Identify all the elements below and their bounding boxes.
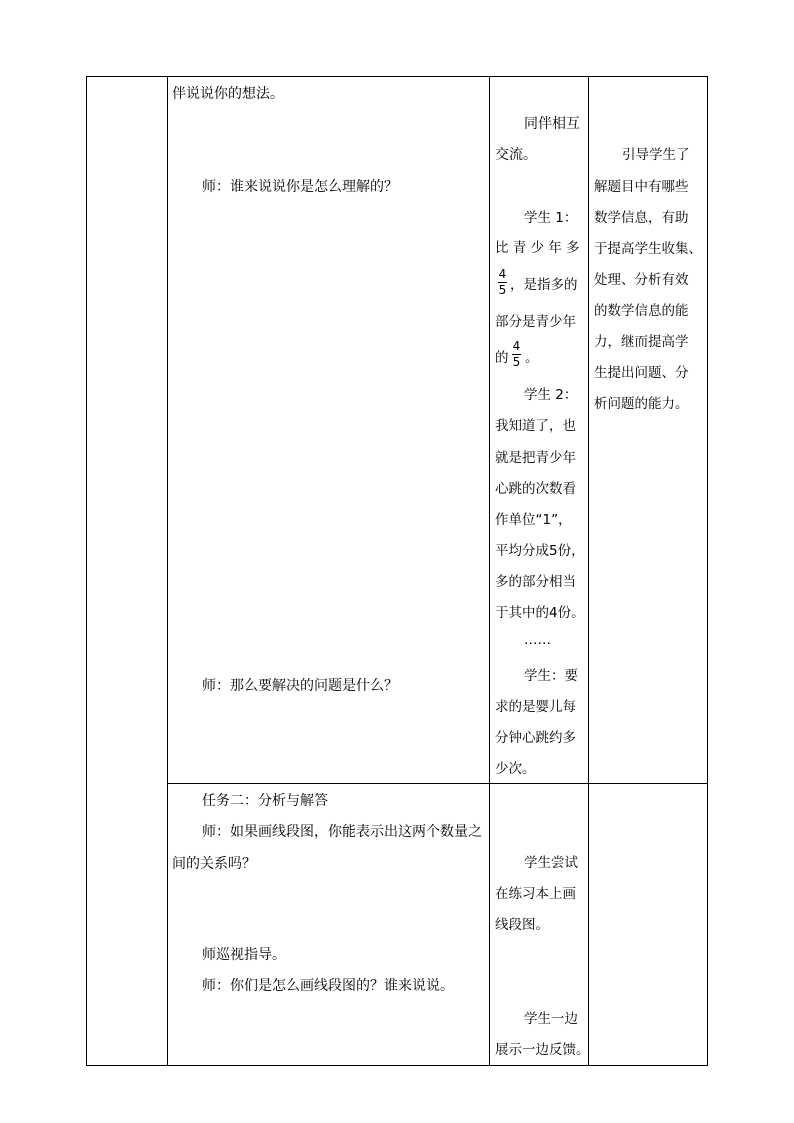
intent-line-4: 于提高学生收集、 <box>594 241 702 257</box>
teacher-patrol-guidance: 师巡视指导。 <box>202 947 286 963</box>
table-bottom-border <box>86 1065 708 1066</box>
teacher-question-how-drawn: 师：你们是怎么画线段图的？谁来说说。 <box>202 978 454 994</box>
student-draw-line-3: 线段图。 <box>495 917 549 933</box>
column-divider-2 <box>489 76 490 1066</box>
fraction-denominator: 5 <box>498 283 507 297</box>
fraction-denominator: 5 <box>512 355 521 369</box>
fraction-four-fifths <box>498 268 507 297</box>
student-show-line-1: 学生一边 <box>524 1011 578 1027</box>
column-divider-3 <box>588 76 589 1066</box>
ellipsis: …… <box>524 632 551 648</box>
intent-line-7: 力，继而提高学 <box>594 334 689 350</box>
student-answer-line-3: 分钟心跳约多 <box>495 730 576 746</box>
table-top-border <box>86 76 708 77</box>
student-1-line-3: 部分是青少年 <box>495 314 576 330</box>
student-1-label: 学生 1： <box>524 210 578 226</box>
intent-line-6: 的数学信息的能 <box>594 303 689 319</box>
row-divider <box>167 783 708 784</box>
teacher-question-line-diagram-1: 师：如果画线段图，你能表示出这两个数量之 <box>202 824 482 840</box>
fraction-numerator: 4 <box>512 339 521 353</box>
student-2-line-7: 于其中的4份。 <box>495 605 585 621</box>
student-2-line-3: 心跳的次数看 <box>495 481 576 497</box>
task-two-title: 任务二：分析与解答 <box>202 793 328 809</box>
student-draw-line-1: 学生尝试 <box>524 855 578 871</box>
teacher-question-understanding: 师：谁来说说你是怎么理解的？ <box>202 179 398 195</box>
student-2-label: 学生 2： <box>524 387 578 403</box>
student-draw-line-2: 在练习本上画 <box>495 886 576 902</box>
student-answer-line-4: 少次。 <box>495 761 536 777</box>
student-1-line-4-suffix: 。 <box>525 350 539 366</box>
student-2-line-2: 就是把青少年 <box>495 450 576 466</box>
fraction-numerator: 4 <box>498 267 507 281</box>
student-show-line-2: 展示一边反馈。 <box>495 1042 590 1058</box>
intent-line-8: 生提出问题、分 <box>594 365 689 381</box>
partner-discussion-line: 伴说说你的想法。 <box>172 86 284 102</box>
teacher-question-line-diagram-2: 间的关系吗？ <box>172 856 256 872</box>
intent-line-2: 解题目中有哪些 <box>594 179 689 195</box>
fraction-four-fifths-2 <box>512 340 521 369</box>
column-divider-1 <box>167 76 168 1066</box>
student-exchange-line-1: 同伴相互 <box>524 116 580 132</box>
intent-line-3: 数学信息，有助 <box>594 210 689 226</box>
student-answer-line-1: 学生：要 <box>524 668 578 684</box>
student-1-line-1: 比 青 少 年 多 <box>495 240 580 256</box>
intent-line-1: 引导学生了 <box>622 147 690 163</box>
student-2-line-4: 作单位“1”， <box>495 512 572 528</box>
student-exchange-line-2: 交流。 <box>495 147 537 163</box>
teacher-question-problem: 师：那么要解决的问题是什么？ <box>202 678 398 694</box>
student-2-line-5: 平均分成5份， <box>495 543 585 559</box>
intent-line-9: 析问题的能力。 <box>594 396 689 412</box>
table-right-border <box>707 76 708 1066</box>
table-left-border <box>86 76 87 1066</box>
student-answer-line-2: 求的是婴儿每 <box>495 699 576 715</box>
intent-line-5: 处理、分析有效 <box>594 272 689 288</box>
student-2-line-1: 我知道了，也 <box>495 418 576 434</box>
student-1-line-2: ，是指多的 <box>510 277 578 293</box>
student-1-line-4-prefix: 的 <box>495 350 509 366</box>
student-2-line-6: 多的部分相当 <box>495 574 576 590</box>
